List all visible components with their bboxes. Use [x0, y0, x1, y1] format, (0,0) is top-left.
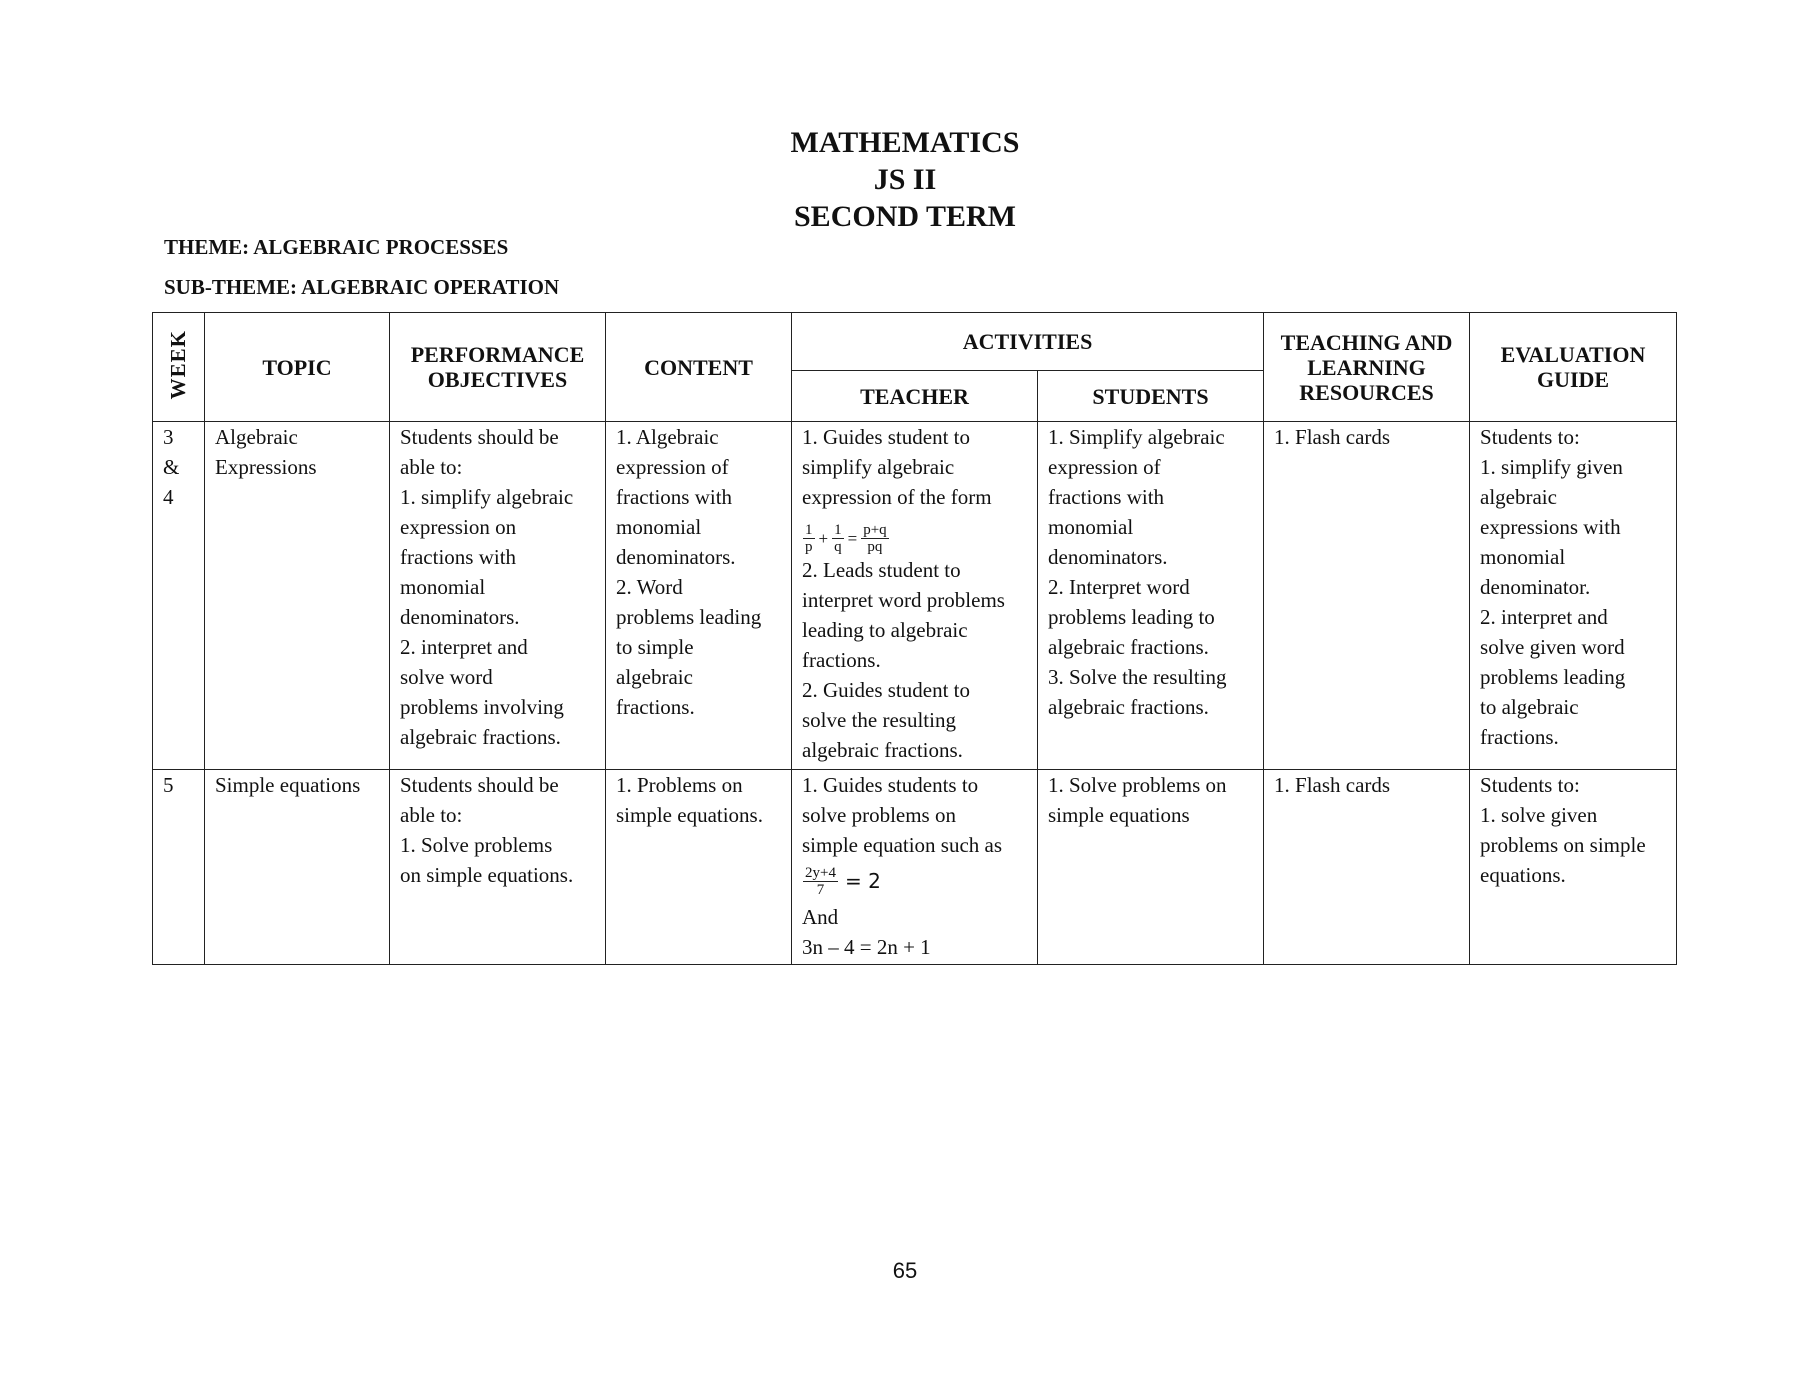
cell-text-line: to algebraic	[1480, 695, 1579, 719]
page-number: 65	[892, 1258, 918, 1283]
teacher-activity-cell	[792, 422, 1038, 770]
objectives-header: PERFORMANCE OBJECTIVES	[390, 313, 606, 422]
cell-text-line: 3. Solve the resulting	[1048, 665, 1227, 689]
cell-text-line: interpret word problems	[802, 588, 1005, 612]
cell-text-line: 3n – 4 = 2n + 1	[802, 935, 931, 959]
fraction-numerator: 1	[805, 522, 813, 538]
evaluation-cell	[1470, 770, 1677, 965]
table-row	[153, 422, 1677, 770]
cell-text-line: 1. Flash cards	[1274, 425, 1391, 449]
cell-text-line: expression on	[400, 515, 517, 539]
cell-text-line: expression of	[1048, 455, 1161, 479]
cell-text-line: 5	[163, 773, 174, 797]
cell-text-line: problems leading to	[1048, 605, 1215, 629]
cell-text-line: 3	[163, 425, 174, 449]
cell-text-line: expression of	[616, 455, 729, 479]
students-activity-cell	[1038, 422, 1264, 770]
topic-cell	[205, 422, 390, 770]
cell-text-line: algebraic fractions.	[400, 725, 561, 749]
cell-text-line: 2. Leads student to	[802, 558, 961, 582]
cell-text-line: algebraic	[1480, 485, 1557, 509]
week-header	[153, 313, 205, 422]
objectives-cell	[390, 770, 606, 965]
content-cell	[606, 770, 792, 965]
cell-text-line: fractions with	[616, 485, 733, 509]
cell-text-line: solve given word	[1480, 635, 1625, 659]
cell-text-line: 2. Word	[616, 575, 683, 599]
table-row	[153, 770, 1677, 965]
content-header: CONTENT	[606, 313, 792, 422]
equals-sign: =	[847, 528, 858, 548]
cell-text-line: expressions with	[1480, 515, 1621, 539]
cell-text-line: expression of the form	[802, 485, 992, 509]
students-activity-cell	[1038, 770, 1264, 965]
document-title: MATHEMATICS	[790, 126, 1020, 159]
fraction-2y-plus-4-over-7	[803, 865, 838, 898]
cell-text-line: fractions.	[802, 648, 881, 672]
cell-text-line: denominators.	[616, 545, 736, 569]
cell-text-line: algebraic fractions.	[1048, 635, 1209, 659]
cell-text-line: 1. Solve problems on	[1048, 773, 1227, 797]
students-header: STUDENTS	[1038, 371, 1264, 422]
cell-text-line: 1. Simplify algebraic	[1048, 425, 1225, 449]
fraction-numerator: 1	[834, 522, 842, 538]
cell-text-line: monomial	[1048, 515, 1134, 539]
cell-text-line: fractions.	[616, 695, 695, 719]
cell-text-line: Students should be	[400, 773, 559, 797]
cell-text-line: Students to:	[1480, 425, 1580, 449]
term-title: SECOND TERM	[794, 200, 1016, 233]
cell-text-line: 1. Algebraic	[616, 425, 719, 449]
teacher-activity-continued	[802, 902, 1027, 962]
fraction-formula	[802, 522, 890, 555]
cell-text-line: Algebraic	[215, 425, 298, 449]
fraction-formula	[802, 865, 839, 898]
cell-text-line: equations.	[1480, 863, 1566, 887]
header-row	[153, 313, 1677, 371]
theme-label: THEME: ALGEBRAIC PROCESSES	[164, 235, 509, 259]
equation-right-side: = 2	[844, 869, 881, 893]
cell-text-line: simple equation such as	[802, 833, 1003, 857]
fraction-denominator: 7	[816, 881, 825, 898]
fraction-denominator: q	[834, 539, 842, 555]
cell-text-line: able to:	[400, 455, 463, 479]
fraction-numerator: p+q	[863, 522, 887, 538]
cell-text-line: monomial	[400, 575, 486, 599]
class-level: JS II	[873, 163, 937, 196]
cell-text-line: Students should be	[400, 425, 559, 449]
cell-text-line: solve the resulting	[802, 708, 956, 732]
cell-text-line: 1. solve given	[1480, 803, 1598, 827]
content-cell	[606, 422, 792, 770]
plus-sign: +	[818, 528, 829, 548]
cell-text-line: solve problems on	[802, 803, 956, 827]
cell-text-line: &	[163, 455, 180, 479]
cell-text-line: algebraic fractions.	[802, 738, 963, 762]
cell-text-line: 1. simplify given	[1480, 455, 1623, 479]
evaluation-header: EVALUATION GUIDE	[1470, 313, 1677, 422]
cell-text-line: 1. Guides student to	[802, 425, 970, 449]
evaluation-cell	[1470, 422, 1677, 770]
fraction-denominator: p	[805, 539, 813, 555]
teacher-activity-cell	[792, 770, 1038, 965]
fraction-1-over-q	[832, 522, 844, 555]
topic-header: TOPIC	[205, 313, 390, 422]
cell-text-line: Students to:	[1480, 773, 1580, 797]
fraction-result	[861, 522, 888, 555]
fraction-1-over-p	[803, 522, 815, 555]
cell-text-line: leading to algebraic	[802, 618, 968, 642]
title-block	[0, 124, 1800, 235]
resources-header: TEACHING AND LEARNING RESOURCES	[1264, 313, 1470, 422]
fraction-numerator: 2y+4	[805, 864, 836, 881]
teacher-activity-intro	[802, 770, 1027, 860]
cell-text-line: 1. Flash cards	[1274, 773, 1391, 797]
cell-text-line: problems leading	[1480, 665, 1626, 689]
cell-text-line: simple equations	[1048, 803, 1190, 827]
teacher-activity-continued	[802, 555, 1027, 765]
cell-text-line: fractions.	[1480, 725, 1559, 749]
cell-text-line: 4	[163, 485, 174, 509]
cell-text-line: problems involving	[400, 695, 564, 719]
cell-text-line: denominators.	[1048, 545, 1168, 569]
week-cell	[153, 422, 205, 770]
cell-text-line: fractions with	[1048, 485, 1165, 509]
cell-text-line: simple equations.	[616, 803, 763, 827]
cell-text-line: on simple equations.	[400, 863, 574, 887]
cell-text-line: able to:	[400, 803, 463, 827]
cell-text-line: 2. Guides student to	[802, 678, 970, 702]
cell-text-line: monomial	[1480, 545, 1566, 569]
cell-text-line: 2. interpret and	[1480, 605, 1608, 629]
cell-text-line: solve word	[400, 665, 493, 689]
topic-cell	[205, 770, 390, 965]
cell-text-line: 1. Guides students to	[802, 773, 979, 797]
objectives-cell	[390, 422, 606, 770]
fraction-denominator: pq	[867, 539, 883, 555]
sub-theme-label: SUB-THEME: ALGEBRAIC OPERATION	[164, 275, 560, 299]
cell-text-line: Simple equations	[215, 773, 361, 797]
cell-text-line: 2. interpret and	[400, 635, 528, 659]
cell-text-line: problems on simple	[1480, 833, 1646, 857]
equation-formula	[802, 860, 1027, 902]
cell-text-line: to simple	[616, 635, 694, 659]
scheme-of-work-table	[152, 312, 1677, 965]
cell-text-line: algebraic fractions.	[1048, 695, 1209, 719]
resources-cell	[1264, 770, 1470, 965]
week-header-label: WEEK	[166, 329, 190, 400]
cell-text-line: denominators.	[400, 605, 520, 629]
cell-text-line: fractions with	[400, 545, 517, 569]
cell-text-line: monomial	[616, 515, 702, 539]
cell-text-line: 2. Interpret word	[1048, 575, 1190, 599]
cell-text-line: Expressions	[215, 455, 317, 479]
week-cell	[153, 770, 205, 965]
resources-cell	[1264, 422, 1470, 770]
cell-text-line: 1. Problems on	[616, 773, 743, 797]
cell-text-line: 1. Solve problems	[400, 833, 553, 857]
cell-text-line: And	[802, 905, 839, 929]
cell-text-line: algebraic	[616, 665, 693, 689]
cell-text-line: denominator.	[1480, 575, 1591, 599]
cell-text-line: problems leading	[616, 605, 762, 629]
teacher-activity-intro	[802, 422, 1027, 512]
cell-text-line: simplify algebraic	[802, 455, 955, 479]
activities-header: ACTIVITIES	[792, 313, 1264, 371]
cell-text-line: 1. simplify algebraic	[400, 485, 574, 509]
teacher-header: TEACHER	[792, 371, 1038, 422]
